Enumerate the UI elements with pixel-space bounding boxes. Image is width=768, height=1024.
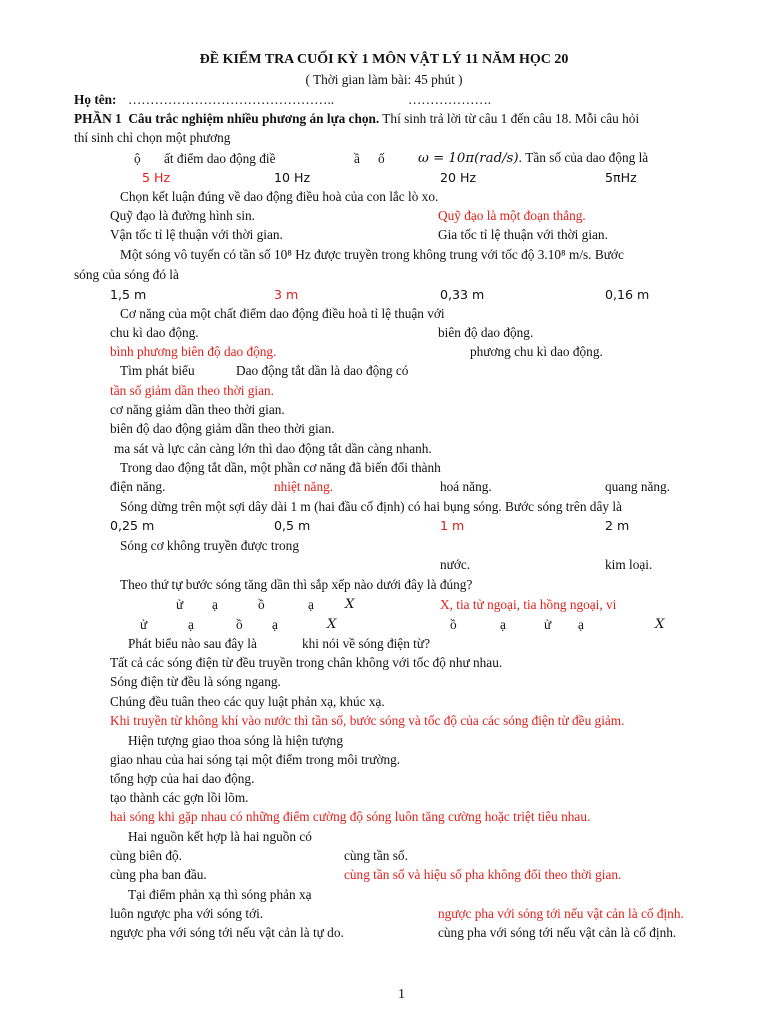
- q11-option-b: tổng hợp của hai dao động.: [110, 771, 255, 786]
- q5-option-a: tần số giảm dần theo thời gian.: [110, 383, 274, 398]
- q11-option-d: hai sóng khi gặp nhau có những điểm cường độ sóng luôn tăng cường hoặc triệt tiêu nhau.: [110, 809, 591, 824]
- q7-option-b: 0,5 m: [274, 518, 311, 533]
- q1-stem-frag-d: ố: [378, 151, 385, 166]
- q3-option-a: 1,5 m: [110, 287, 147, 302]
- q12-stem: Hai nguồn kết hợp là hai nguồn có: [128, 829, 312, 844]
- q9-d-frag-2: ạ: [500, 617, 506, 632]
- q9-c-frag-5: X: [327, 617, 337, 632]
- q12-option-b: cùng tần số.: [344, 848, 408, 863]
- q11-option-a: giao nhau của hai sóng tại một điểm trong môi trường.: [110, 752, 401, 767]
- part1-heading: [74, 111, 639, 127]
- q1-stem-end: . Tần số của dao động là: [518, 150, 649, 165]
- q1-option-d: 5πHz: [605, 170, 637, 185]
- q3-stem-line2: sóng của sóng đó là: [74, 267, 179, 282]
- q1-option-c: 20 Hz: [440, 170, 477, 185]
- q5-stem-a: Tìm phát biểu: [120, 363, 195, 378]
- q9-a-frag-1: ử: [176, 597, 184, 612]
- q10-stem-a: Phát biểu nào sau đây là: [128, 636, 257, 651]
- q9-d-frag-3: ử: [544, 617, 552, 632]
- q4-option-d: phương chu kì dao động.: [470, 344, 603, 359]
- q9-c-frag-2: ạ: [188, 617, 194, 632]
- q12-option-a: cùng biên độ.: [110, 848, 183, 863]
- q3-option-c: 0,33 m: [440, 287, 485, 302]
- exam-time: ( Thời gian làm bài: 45 phút ): [305, 72, 463, 87]
- q9-a-frag-4: ạ: [308, 597, 314, 612]
- q4-option-a: chu kì dao động.: [110, 325, 199, 340]
- q3-option-d: 0,16 m: [605, 287, 650, 302]
- part1-instruction-bold: Câu trắc nghiệm nhiều phương án lựa chọn.: [128, 111, 380, 126]
- q1-option-b: 10 Hz: [274, 170, 311, 185]
- q2-option-a: Quỹ đạo là đường hình sin.: [110, 208, 255, 223]
- q7-option-a: 0,25 m: [110, 518, 155, 533]
- q1-stem-frag-b: ất điểm dao động điề: [164, 151, 276, 166]
- name-dots-2: ……………….: [408, 92, 492, 107]
- q4-stem: Cơ năng của một chất điểm dao động điều hoà tỉ lệ thuận với: [120, 306, 445, 321]
- q9-a-frag-3: ồ: [258, 597, 265, 612]
- q5-option-d: ma sát và lực cản càng lớn thì dao động tắt dần càng nhanh.: [114, 441, 432, 456]
- q4-option-c: bình phương biên độ dao động.: [110, 344, 277, 359]
- q6-option-c: hoá năng.: [440, 479, 492, 494]
- q8-option-c: nước.: [440, 557, 471, 572]
- q6-option-b: nhiệt năng.: [274, 479, 334, 494]
- q9-c-frag-4: ạ: [272, 617, 278, 632]
- q1-stem-frag-c: ầ: [354, 151, 360, 166]
- q9-option-b: [440, 597, 616, 613]
- q1-formula: ω = 10π(rad/s): [418, 151, 519, 166]
- q9-stem: Theo thứ tự bước sóng tăng dần thì sắp xếp nào dưới đây là đúng?: [120, 577, 473, 592]
- q5-option-b: cơ năng giảm dần theo thời gian.: [110, 402, 285, 417]
- q10-option-a: Tất cả các sóng điện từ đều truyền trong chân không với tốc độ như nhau.: [110, 655, 503, 670]
- q13-option-d: cùng pha với sóng tới nếu vật cản là cố định.: [438, 925, 677, 940]
- q4-option-b: biên độ dao động.: [438, 325, 534, 340]
- q7-stem: Sóng dừng trên một sợi dây dài 1 m (hai đầu cố định) có hai bụng sóng. Bước sóng trên dây là: [120, 499, 622, 514]
- q9-a-frag-2: ạ: [212, 597, 218, 612]
- q9-a-frag-5: X: [345, 597, 355, 612]
- q9-c-frag-1: ử: [140, 617, 148, 632]
- q5-option-c: biên độ dao động giảm dần theo thời gian.: [110, 421, 335, 436]
- q13-option-a: luôn ngược pha với sóng tới.: [110, 906, 264, 921]
- part1-label: PHẦN 1: [74, 111, 122, 126]
- q13-option-b: ngược pha với sóng tới nếu vật cản là cố định.: [438, 906, 684, 921]
- q2-option-c: Vận tốc tỉ lệ thuận với thời gian.: [110, 227, 283, 242]
- q10-stem-b: khi nói về sóng điện từ?: [302, 636, 430, 651]
- q6-stem: Trong dao động tắt dần, một phần cơ năng đã biến đổi thành: [120, 460, 441, 475]
- q1-option-a: 5 Hz: [142, 170, 171, 185]
- name-dots: ………………………………………..: [128, 92, 335, 107]
- q3-option-b: 3 m: [274, 287, 299, 302]
- q7-option-c: 1 m: [440, 518, 465, 533]
- q12-option-d: cùng tần số và hiệu số pha không đổi theo thời gian.: [344, 867, 622, 882]
- q6-option-a: điện năng.: [110, 479, 166, 494]
- q11-stem: Hiện tượng giao thoa sóng là hiện tượng: [128, 733, 343, 748]
- q2-option-b: Quỹ đạo là một đoạn thẳng.: [438, 208, 586, 223]
- q12-option-c: cùng pha ban đầu.: [110, 867, 207, 882]
- part1-instruction-line2: thí sinh chỉ chọn một phương: [74, 130, 231, 145]
- q2-option-d: Gia tốc tỉ lệ thuận với thời gian.: [438, 227, 608, 242]
- q7-option-d: 2 m: [605, 518, 630, 533]
- q8-stem: Sóng cơ không truyền được trong: [120, 538, 299, 553]
- q1-stem-formula: [418, 150, 648, 167]
- q10-option-c: Chúng đều tuân theo các quy luật phản xạ, khúc xạ.: [110, 694, 385, 709]
- exam-title: ĐỀ KIỂM TRA CUỐI KỲ 1 MÔN VẬT LÝ 11 NĂM HỌC 20: [199, 52, 569, 67]
- q3-stem-line1: Một sóng vô tuyến có tần số 10⁸ Hz được truyền trong không trung với tốc độ 3.10⁸ m/s. Bước: [120, 247, 624, 262]
- q9-d-frag-4: ạ: [578, 617, 584, 632]
- q9-d-frag-1: ồ: [450, 617, 457, 632]
- page-number: 1: [398, 987, 405, 1002]
- q2-stem: Chọn kết luận đúng về dao động điều hoà của con lắc lò xo.: [120, 189, 439, 204]
- q1-stem-frag-a: ộ: [134, 151, 141, 166]
- q9-d-frag-5: X: [655, 617, 665, 632]
- q11-option-c: tạo thành các gợn lồi lõm.: [110, 790, 249, 805]
- q10-option-b: Sóng điện từ đều là sóng ngang.: [110, 674, 281, 689]
- q8-option-d: kim loại.: [605, 557, 653, 572]
- q9-option-b-text: X, tia tử ngoại, tia hồng ngoại, vi: [440, 597, 617, 612]
- q13-stem: Tại điểm phản xạ thì sóng phản xạ: [128, 887, 312, 902]
- q6-option-d: quang năng.: [605, 479, 670, 494]
- part1-instruction: Thí sinh trả lời từ câu 1 đến câu 18. Mỗi câu hỏi: [379, 111, 640, 126]
- q5-stem-b: Dao động tắt dần là dao động có: [236, 363, 409, 378]
- q9-c-frag-3: ồ: [236, 617, 243, 632]
- name-label: Họ tên:: [74, 92, 117, 107]
- q10-option-d: Khi truyền từ không khí vào nước thì tần số, bước sóng và tốc độ của các sóng điện từ đều giảm.: [110, 713, 625, 728]
- q13-option-c: ngược pha với sóng tới nếu vật cản là tự do.: [110, 925, 344, 940]
